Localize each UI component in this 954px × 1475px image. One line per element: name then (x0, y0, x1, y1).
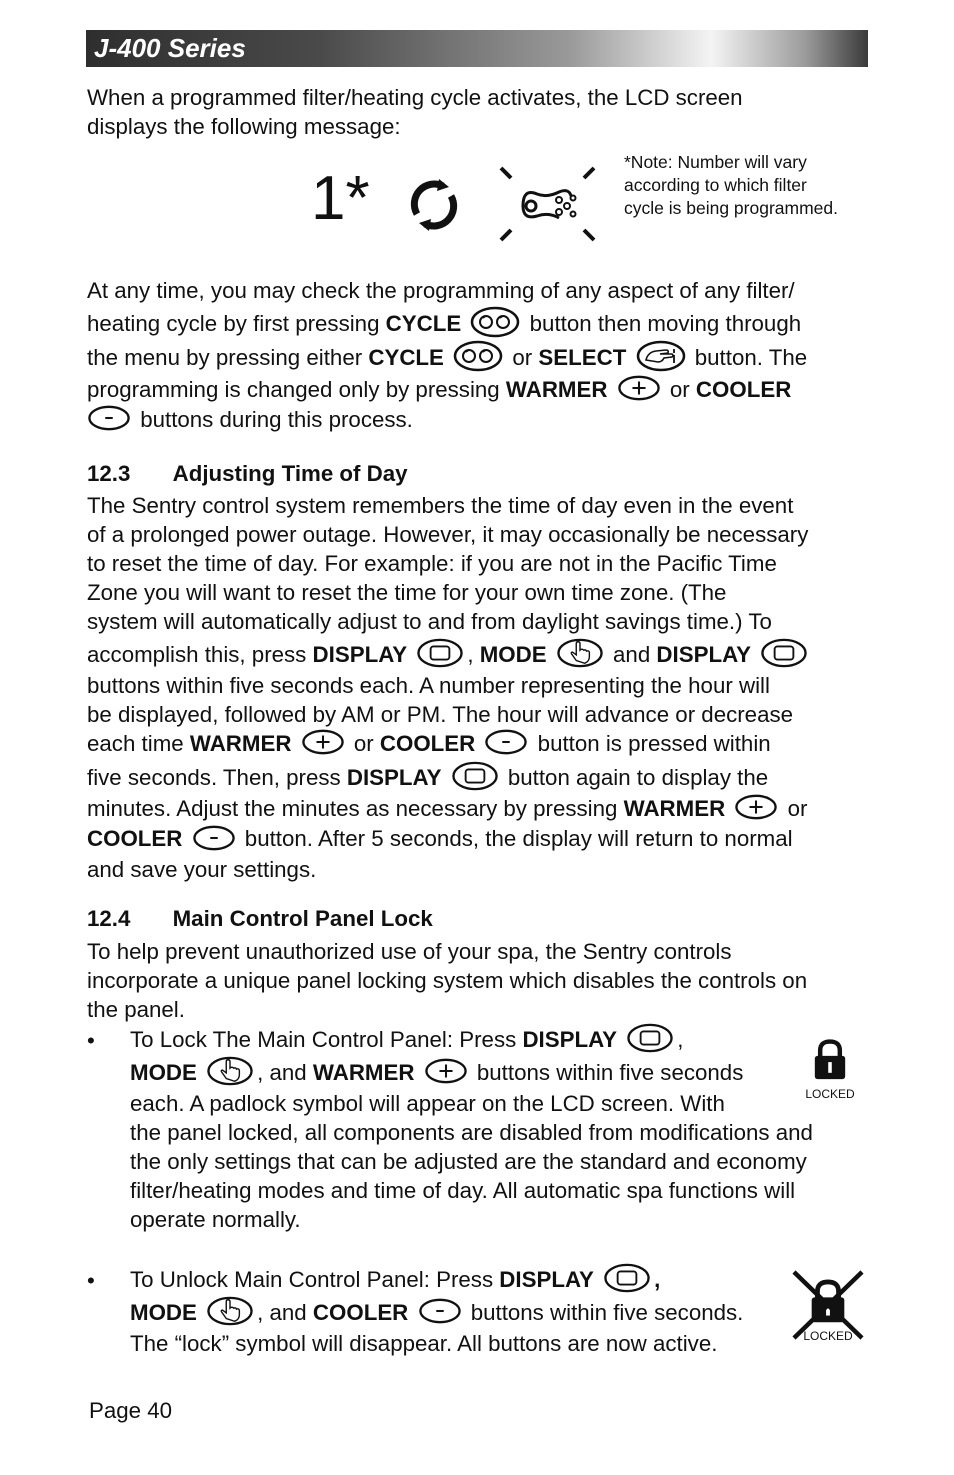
text-line: Zone you will want to reset the time for your own time zone. (The (87, 580, 727, 605)
text-line: each. A padlock symbol will appear on the LCD screen. With (130, 1091, 725, 1117)
display-label: DISPLAY (346, 765, 442, 791)
text: button. The (694, 345, 808, 371)
text-line (130, 1298, 810, 1329)
text-line: the panel. (87, 997, 185, 1022)
warmer-label: WARMER (623, 796, 726, 822)
text: button then moving through (529, 311, 802, 336)
section-number: 12.4 (87, 906, 131, 931)
text: and (606, 642, 657, 667)
text: heating cycle by first pressing (87, 311, 386, 336)
select-button-icon (636, 340, 686, 372)
time-of-day-paragraph (87, 491, 877, 884)
display-label: DISPLAY (499, 1267, 594, 1292)
text-line: operate normally. (130, 1207, 301, 1233)
text-line: The Sentry control system remembers the time of day even in the event (87, 493, 794, 518)
text-line: buttons within five seconds each. A number representing the hour will (87, 673, 770, 699)
text-line: At any time, you may check the programming of any aspect of any filter/ (87, 278, 795, 303)
warmer-button-icon (301, 728, 345, 756)
filter-note: *Note: Number will vary according to which filter cycle is being programmed. (624, 152, 838, 218)
text: buttons during this process. (134, 407, 413, 433)
section-heading-12-4 (87, 906, 433, 932)
text: or (781, 796, 808, 822)
text-line (87, 794, 877, 824)
text: button is pressed within (531, 731, 771, 757)
mode-button-icon (206, 1056, 254, 1086)
page-number: Page 40 (89, 1398, 173, 1423)
cycle-label: CYCLE (368, 345, 444, 371)
intro-line: displays the following message: (87, 114, 401, 139)
text-line (87, 640, 877, 671)
panel-lock-paragraph (87, 937, 877, 1024)
display-button-icon (760, 638, 808, 668)
mode-label: MODE (130, 1060, 197, 1086)
text-line (87, 405, 877, 435)
display-button-icon (416, 638, 464, 668)
text: To Unlock Main Control Panel: Press (130, 1267, 500, 1292)
text: To Lock The Main Control Panel: Press (130, 1027, 523, 1052)
text-line: the only settings that can be adjusted are the standard and economy (130, 1149, 807, 1175)
warmer-button-icon (734, 793, 778, 821)
text: button again to display the (501, 765, 769, 791)
cooler-button-icon (418, 1297, 462, 1325)
text: , and (257, 1060, 313, 1086)
section-title: Adjusting Time of Day (172, 461, 408, 486)
intro-paragraph (87, 83, 877, 141)
lock-instructions (130, 1025, 870, 1234)
warmer-button-icon (424, 1057, 468, 1085)
mode-label: MODE (479, 642, 547, 667)
cooler-button-icon (87, 404, 131, 432)
text-line: and save your settings. (87, 856, 317, 882)
unlock-instructions (130, 1265, 810, 1358)
text-line (87, 309, 877, 341)
text: buttons within five seconds (470, 1060, 744, 1086)
text-line: be displayed, followed by AM or PM. The hour will advance or decrease (87, 702, 794, 728)
mode-label: MODE (130, 1300, 197, 1326)
cooler-label: COOLER (379, 731, 476, 757)
warmer-label: WARMER (312, 1060, 415, 1086)
text: button. After 5 seconds, the display will return to normal (238, 826, 793, 852)
text: or (669, 377, 696, 403)
text: accomplish this, press (87, 642, 313, 667)
display-label: DISPLAY (656, 642, 752, 667)
warmer-button-icon (617, 374, 661, 402)
text: or (347, 731, 380, 757)
cooler-label: COOLER (87, 826, 183, 852)
padlock-locked-icon (800, 1038, 860, 1101)
text-line: to reset the time of day. For example: if you are not in the Pacific Time (87, 551, 777, 576)
cooler-label: COOLER (312, 1300, 409, 1326)
jets-icon (495, 162, 600, 246)
text: minutes. Adjust the minutes as necessary by pressing (87, 796, 624, 822)
text-line: system will automatically adjust to and from daylight savings time.) To (87, 609, 772, 634)
text-line: incorporate a unique panel locking system which disables the controls on (87, 968, 808, 993)
warmer-label: WARMER (505, 377, 608, 403)
cooler-button-icon (192, 824, 236, 852)
header-bar (86, 30, 868, 67)
text-line (87, 375, 877, 405)
text: the menu by pressing either (87, 345, 369, 371)
cycle-label: CYCLE (385, 311, 462, 336)
locked-label: LOCKED (803, 1329, 853, 1343)
select-label: SELECT (538, 345, 627, 371)
section-heading-12-3 (87, 461, 408, 487)
display-label: DISPLAY (312, 642, 408, 667)
cycle-button-icon (470, 306, 520, 338)
display-button-icon (626, 1023, 674, 1053)
text: , (467, 642, 480, 667)
text: programming is changed only by pressing (87, 377, 506, 403)
text-line (87, 343, 877, 375)
intro-line: When a programmed filter/heating cycle activates, the LCD screen (87, 85, 743, 110)
padlock-unlocked-icon (790, 1268, 866, 1344)
cycle-button-icon (453, 340, 503, 372)
bullet: • (87, 1268, 95, 1293)
text-line (87, 729, 877, 759)
text-line: filter/heating modes and time of day. All automatic spa functions will (130, 1178, 796, 1204)
text-line (87, 763, 877, 794)
mode-button-icon (206, 1296, 254, 1326)
cooler-button-icon (484, 728, 528, 756)
text-line (130, 1058, 870, 1089)
text: , and (257, 1300, 313, 1326)
warmer-label: WARMER (189, 731, 292, 757)
text: or (512, 345, 539, 371)
locked-label: LOCKED (805, 1087, 855, 1101)
text-line (130, 1265, 810, 1296)
text-line (87, 824, 877, 854)
text-line: The “lock” symbol will disappear. All buttons are now active. (130, 1331, 718, 1357)
display-button-icon (451, 761, 499, 791)
check-programming-paragraph (87, 276, 877, 435)
section-title: Main Control Panel Lock (172, 906, 433, 931)
text: five seconds. Then, press (87, 765, 347, 791)
text: each time (87, 731, 190, 757)
display-label: DISPLAY (522, 1027, 618, 1052)
cooler-label: COOLER (695, 377, 792, 403)
text-line (130, 1025, 870, 1056)
lcd-number: 1* (311, 164, 370, 233)
display-button-icon (603, 1263, 651, 1293)
text-line: of a prolonged power outage. However, it may occasionally be necessary (87, 522, 809, 547)
text-line: the panel locked, all components are disabled from modifications and (130, 1120, 813, 1146)
cycle-arrows-icon (405, 176, 463, 234)
section-number: 12.3 (87, 461, 131, 486)
bullet: • (87, 1028, 95, 1053)
series-title: J-400 Series (94, 33, 246, 63)
text: , (654, 1267, 661, 1292)
text: , (677, 1027, 684, 1052)
mode-button-icon (556, 638, 604, 668)
text-line: To help prevent unauthorized use of your spa, the Sentry controls (87, 939, 732, 964)
text: buttons within five seconds. (464, 1300, 744, 1326)
